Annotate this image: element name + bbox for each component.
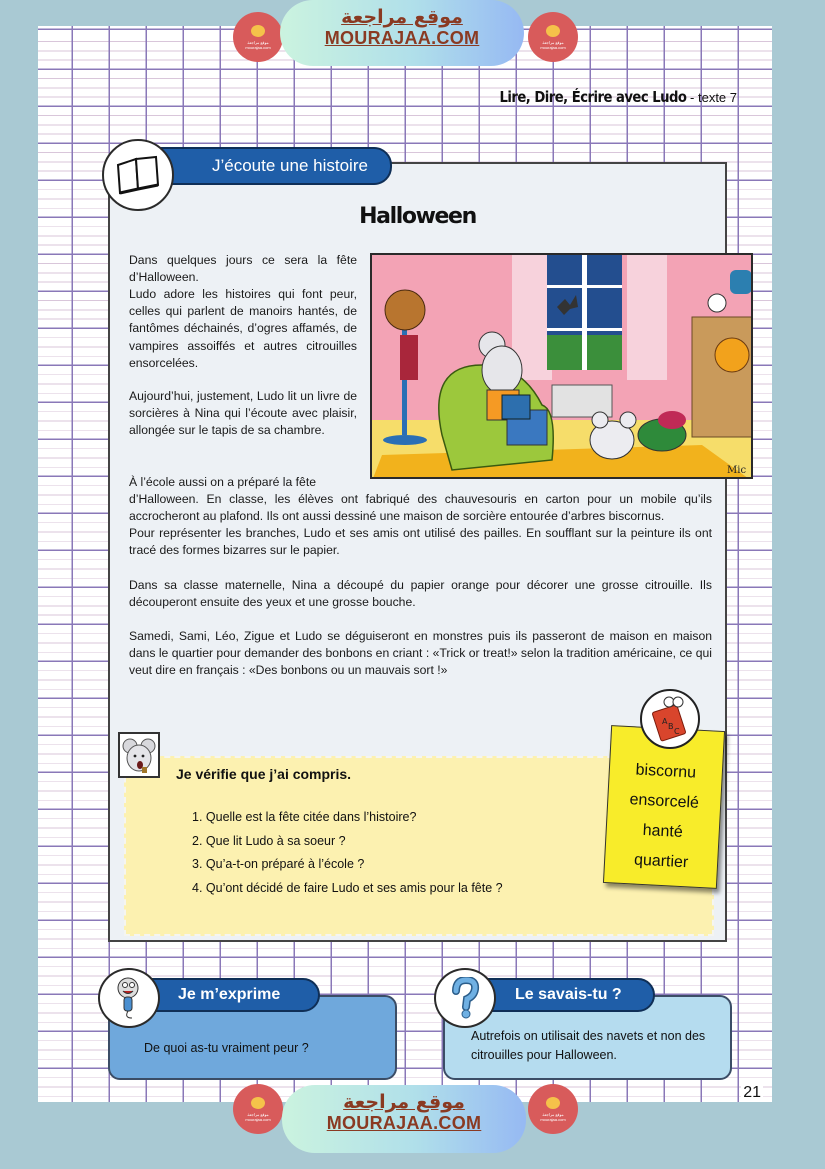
logo-icon [546, 1097, 560, 1109]
comprehension-title: Je vérifie que j’ai compris. [176, 766, 352, 782]
watermark-arabic: موقع مراجعة [343, 1091, 465, 1113]
tab-listen-story [150, 147, 392, 185]
question-item: 4. Qu’ont décidé de faire Ludo et ses amis pour la fête ? [192, 880, 503, 895]
vocab-word: ensorcelé [629, 791, 700, 812]
question-list [192, 806, 503, 900]
story-paragraph: À l’école aussi on a préparé la fête [129, 475, 316, 489]
question-mark-icon [434, 968, 496, 1028]
page-number: 21 [743, 1084, 761, 1101]
svg-text:Mic: Mic [727, 465, 747, 476]
logo-icon [251, 1097, 265, 1109]
svg-text:A: A [662, 717, 668, 726]
bedroom-scene-image [372, 255, 753, 479]
express-prompt: De quoi as-tu vraiment peur ? [144, 1041, 309, 1055]
vocab-word: biscornu [635, 761, 697, 782]
story-paragraph: d’Halloween. En classe, les élèves ont fabriqué des chauvesouris en carton pour un mobile qu’ils accrocheront au plafond. Ils ont aussi dessiné une maison de sorcière entourée d’arbres biscornus. [129, 492, 712, 524]
story-paragraph: Samedi, Sami, Léo, Zigue et Ludo se déguiseront en monstres puis ils passeront de maison en maison dans le quartier pour demander des bonbons en criant : «Trick or treat!» selon la tradition américaine, ce qui veut dire en français : «Des bonbons ou un mauvais sort !» [129, 629, 712, 678]
text-number: - texte 7 [686, 90, 737, 105]
watermark-latin: MOURAJAA.COM [324, 28, 480, 48]
question-item: 2. Que lit Ludo à sa soeur ? [192, 833, 346, 848]
tab-did-you-know-label: Le savais-tu ? [515, 986, 622, 1003]
did-you-know-text: Autrefois on utilisait des navets et non des citrouilles pour Halloween. [471, 1029, 706, 1062]
tab-listen-label: J’écoute une histoire [212, 156, 368, 175]
watermark-banner-bottom[interactable] [282, 1085, 526, 1153]
open-book-icon [102, 139, 174, 211]
story-paragraph: Aujourd’hui, justement, Ludo lit un livre de sorcières à Nina qui l’écoute avec plaisir, allongée sur le tapis de sa chambre. [129, 389, 357, 438]
question-item: 3. Qu’a-t-on préparé à l’école ? [192, 857, 365, 871]
logo-icon [546, 25, 560, 37]
mouse-face-icon [118, 732, 160, 778]
story-title: Halloween [359, 204, 476, 229]
series-title: Lire, Dire, Écrire avec Ludo [499, 88, 687, 106]
page-header [474, 88, 737, 106]
story-paragraph: Pour représenter les branches, Ludo et ses amis ont utilisé des pailles. En soufflant sur la peinture ils ont tracé des formes bizarres sur le papier. [129, 526, 712, 558]
question-item: 1. Quelle est la fête citée dans l’histoire? [192, 810, 417, 824]
tab-did-you-know [475, 978, 655, 1012]
microphone-icon [98, 968, 160, 1028]
logo-icon [251, 25, 265, 37]
watermark-latin: MOURAJAA.COM [326, 1113, 482, 1133]
watermark-badge-right: موقع مراجعة mourajaa.com [528, 12, 578, 62]
watermark-banner-top[interactable] [280, 0, 524, 66]
tab-express-label: Je m’exprime [178, 986, 281, 1003]
watermark-badge-right: موقع مراجعة mourajaa.com [528, 1084, 578, 1134]
watermark-badge-left: موقع مراجعة mourajaa.com [233, 1084, 283, 1134]
vocab-word: hanté [642, 821, 684, 842]
story-paragraph: Dans quelques jours ce sera la fête d’Halloween. [129, 253, 357, 285]
abc-book-icon [636, 688, 704, 750]
svg-text:B: B [668, 722, 674, 731]
story-paragraph: Dans sa classe maternelle, Nina a découpé du papier orange pour décorer une grosse citrouille. Ils découperont ensuite des yeux et une grosse bouche. [129, 578, 712, 610]
tab-express [140, 978, 320, 1012]
svg-text:C: C [674, 727, 680, 736]
watermark-arabic: موقع مراجعة [341, 6, 463, 28]
watermark-badge-left: موقع مراجعة mourajaa.com [233, 12, 283, 62]
story-paragraph: Ludo adore les histoires qui font peur, celles qui parlent de manoirs hantés, de fantômes déchainés, d’ogres affamés, de vampires assoiffés et autres citrouilles ensorcelées. [129, 287, 357, 370]
vocab-word: quartier [633, 851, 689, 872]
story-illustration [370, 253, 753, 479]
